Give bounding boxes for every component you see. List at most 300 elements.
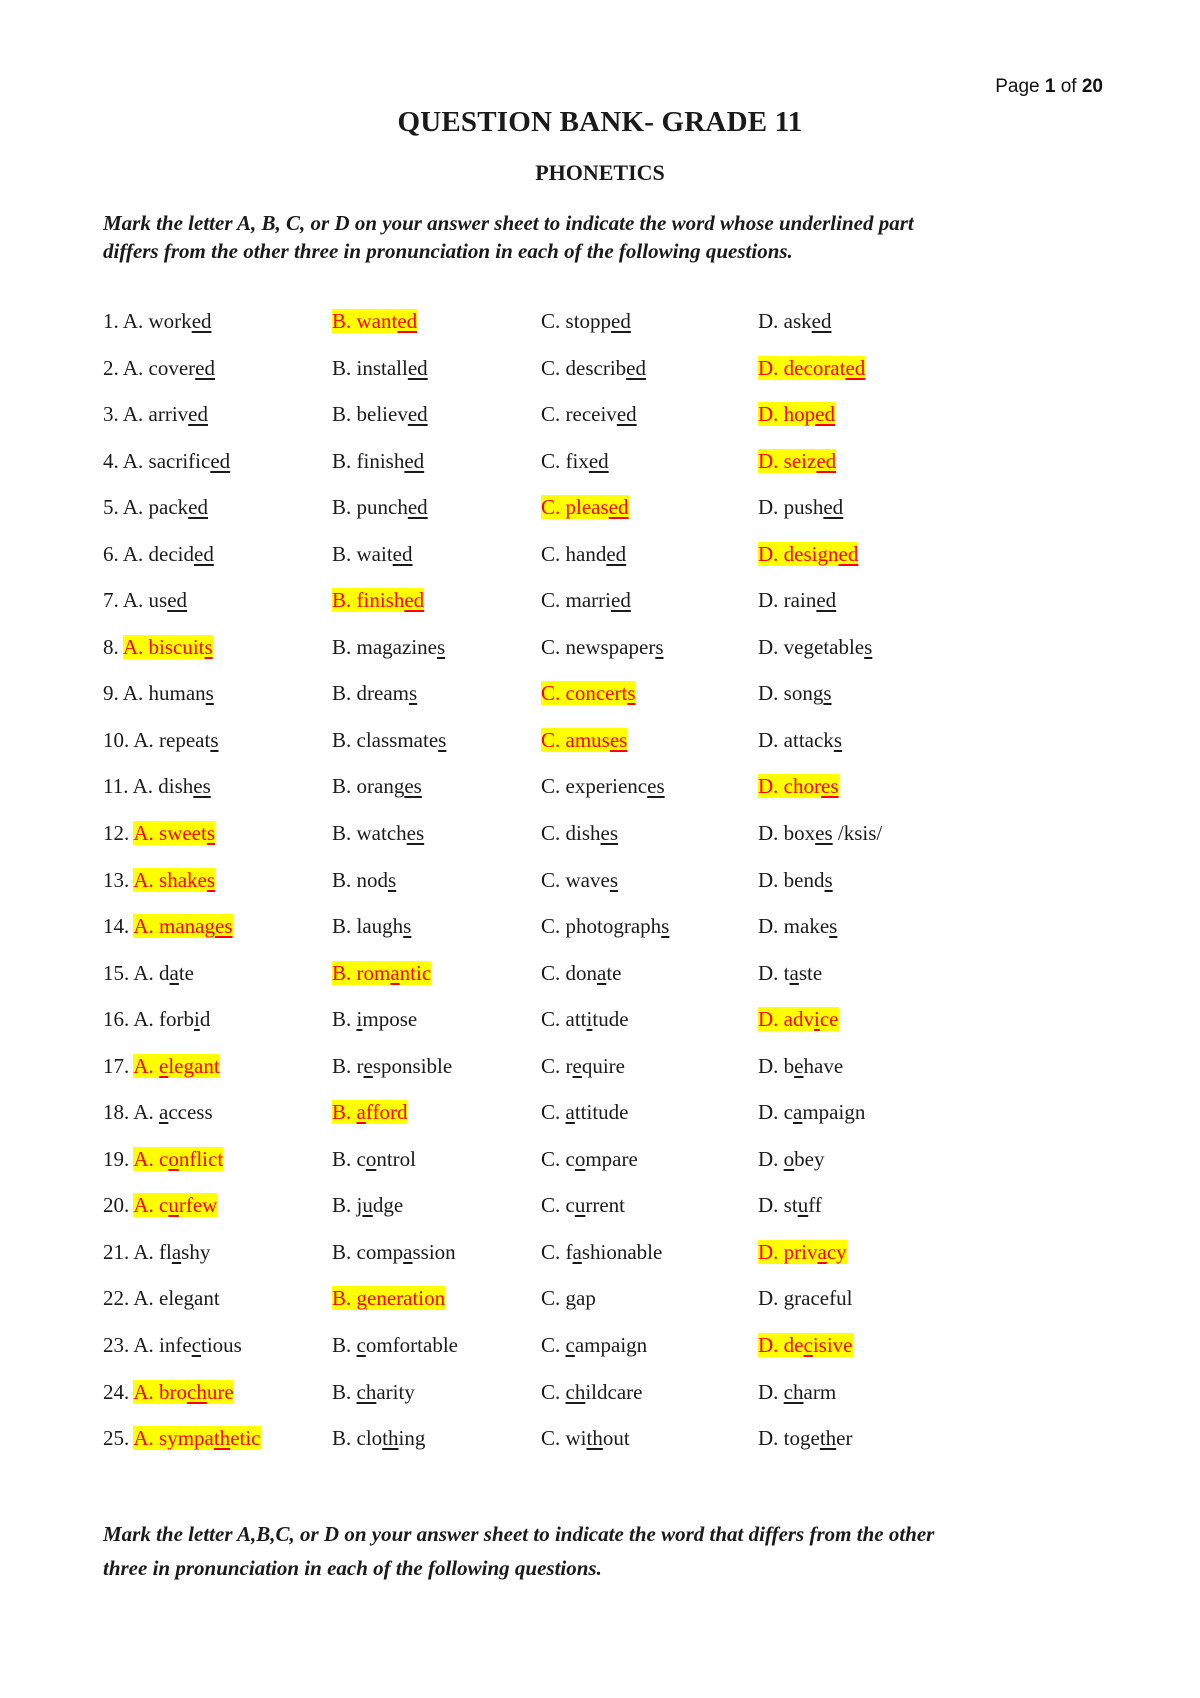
option-letter: B. <box>332 1146 352 1171</box>
option-b[interactable] <box>332 1051 452 1081</box>
option-text <box>123 542 214 566</box>
option-b[interactable] <box>332 1097 407 1127</box>
option-letter: C. <box>541 821 561 846</box>
option-c[interactable] <box>541 1423 630 1453</box>
underlined-part: o <box>574 1146 586 1171</box>
question-row <box>0 678 1200 725</box>
word-start: fl <box>159 1239 172 1264</box>
question-row <box>0 1330 1200 1377</box>
document-title: QUESTION BANK- GRADE 11 <box>397 106 803 138</box>
question-number: 3. <box>103 402 119 427</box>
underlined-part: es <box>609 727 628 752</box>
option-a[interactable] <box>103 1144 223 1174</box>
option-letter: C. <box>541 1007 561 1032</box>
option-letter: A. <box>122 309 144 333</box>
option-a[interactable] <box>103 771 211 801</box>
word-start: c <box>356 1146 366 1171</box>
option-c[interactable] <box>541 865 618 895</box>
word-start: wi <box>565 1426 587 1451</box>
option-letter: D. <box>758 1146 779 1171</box>
option-text <box>758 774 839 798</box>
underlined-part: g <box>783 1286 795 1311</box>
option-a[interactable] <box>103 1377 234 1407</box>
word-end: ce <box>819 1007 839 1032</box>
option-c[interactable] <box>541 1330 647 1360</box>
instruction-line: Mark the letter A, B, C, or D on your answer sheet to indicate the word whose underlined part <box>103 211 914 235</box>
option-b[interactable] <box>332 585 424 615</box>
option-letter: B. <box>332 1193 352 1218</box>
option-c[interactable] <box>541 958 622 988</box>
option-text <box>758 1147 825 1171</box>
option-c[interactable] <box>541 911 669 941</box>
option-text <box>541 635 664 659</box>
option-b[interactable] <box>332 865 396 895</box>
option-c[interactable] <box>541 539 626 569</box>
option-b[interactable] <box>332 353 428 383</box>
option-a[interactable] <box>103 446 230 476</box>
option-d[interactable] <box>758 771 839 801</box>
option-a[interactable] <box>103 818 215 848</box>
option-text <box>541 1240 662 1264</box>
option-text <box>123 309 212 333</box>
underlined-part: i <box>586 1007 593 1032</box>
word-start: sacrific <box>148 448 211 473</box>
option-text <box>123 681 214 705</box>
option-a[interactable] <box>103 911 233 941</box>
option-letter: A. <box>133 1053 154 1078</box>
option-text <box>133 961 194 985</box>
option-d[interactable] <box>758 585 836 615</box>
option-c[interactable] <box>541 492 629 522</box>
underlined-part: s <box>204 634 213 659</box>
word-start: f <box>565 1239 573 1264</box>
word-end: cy <box>826 1239 847 1264</box>
option-d[interactable] <box>758 1237 847 1267</box>
word-start: receiv <box>565 402 617 427</box>
question-number: 5. <box>103 495 119 520</box>
option-letter: B. <box>332 588 352 613</box>
option-b[interactable] <box>332 958 431 988</box>
word-start: ele <box>159 1286 184 1311</box>
word-end: mpare <box>585 1146 638 1171</box>
option-c[interactable] <box>541 1190 625 1220</box>
option-letter: D. <box>758 1333 779 1358</box>
option-text <box>758 542 858 566</box>
option-c[interactable] <box>541 1097 629 1127</box>
option-letter: C. <box>541 448 561 473</box>
option-letter: D. <box>758 634 779 659</box>
underlined-part: ed <box>404 588 425 613</box>
option-letter: A. <box>122 448 144 473</box>
option-c[interactable] <box>541 1377 642 1407</box>
underlined-part: s <box>205 681 214 706</box>
option-b[interactable] <box>332 632 445 662</box>
word-start: concert <box>565 681 628 706</box>
underlined-part: ed <box>611 588 631 613</box>
option-a[interactable] <box>103 632 213 662</box>
option-d[interactable] <box>758 306 832 336</box>
underlined-part: s <box>661 914 670 939</box>
option-letter: B. <box>332 448 352 473</box>
option-d[interactable] <box>758 1190 822 1220</box>
option-letter: D. <box>758 914 779 939</box>
instruction-underlined <box>103 209 1103 265</box>
option-text <box>758 449 836 473</box>
instruction-line: differs from the other three in pronunciation in each of the following questions. <box>103 239 793 263</box>
option-letter: D. <box>758 774 779 799</box>
option-d[interactable] <box>758 725 842 755</box>
option-letter: C. <box>541 634 561 659</box>
option-a[interactable] <box>103 1097 213 1127</box>
word-start: st <box>783 1193 798 1218</box>
option-d[interactable] <box>758 632 872 662</box>
option-d[interactable] <box>758 1423 853 1453</box>
underlined-part: ed <box>397 309 418 333</box>
option-a[interactable] <box>103 539 214 569</box>
option-text <box>758 868 833 892</box>
option-letter: A. <box>133 1239 154 1264</box>
word-start: wave <box>565 867 610 892</box>
option-d[interactable] <box>758 492 843 522</box>
option-a[interactable] <box>103 1330 242 1360</box>
option-text <box>541 914 669 938</box>
option-c[interactable] <box>541 585 631 615</box>
option-a[interactable] <box>103 1423 261 1453</box>
option-d[interactable] <box>758 1330 853 1360</box>
option-b[interactable] <box>332 1283 445 1313</box>
option-text <box>758 914 837 938</box>
underlined-part: th <box>382 1426 399 1451</box>
option-d[interactable] <box>758 446 836 476</box>
word-start: sweet <box>159 821 207 846</box>
option-text <box>332 1333 458 1357</box>
option-text <box>332 1240 456 1264</box>
option-a[interactable] <box>103 725 219 755</box>
word-start: wait <box>356 541 393 566</box>
word-start: manag <box>159 914 215 939</box>
option-c[interactable] <box>541 1144 638 1174</box>
option-c[interactable] <box>541 1237 662 1267</box>
option-d[interactable] <box>758 865 833 895</box>
option-letter: C. <box>541 402 561 427</box>
option-text <box>332 542 413 566</box>
word-start: infe <box>159 1333 192 1358</box>
question-number: 8. <box>103 634 119 659</box>
option-b[interactable] <box>332 771 422 801</box>
question-number: 6. <box>103 541 119 566</box>
option-letter: A. <box>133 867 154 892</box>
option-letter: C. <box>541 1426 561 1451</box>
option-a[interactable] <box>103 678 214 708</box>
option-letter: D. <box>758 681 779 706</box>
option-letter: B. <box>332 495 352 520</box>
option-b[interactable] <box>332 1190 403 1220</box>
underlined-part: s <box>409 681 418 706</box>
underlined-part: ed <box>823 495 844 520</box>
option-text <box>332 1147 416 1171</box>
question-number: 1. <box>103 309 119 333</box>
option-text <box>332 728 446 752</box>
word-start: orang <box>356 774 405 799</box>
option-letter: B. <box>332 1379 352 1404</box>
underlined-part: ch <box>356 1379 377 1404</box>
option-b[interactable] <box>332 1004 417 1034</box>
option-a[interactable] <box>103 306 212 336</box>
instruction-line: Mark the letter A,B,C, or D on your answer sheet to indicate the word that differs from the other <box>103 1522 935 1546</box>
word-start: ask <box>783 309 812 333</box>
option-letter: D. <box>758 309 779 333</box>
underlined-part: ed <box>188 402 208 427</box>
option-c[interactable] <box>541 1004 629 1034</box>
word-end: shy <box>181 1239 211 1264</box>
option-text <box>541 449 609 473</box>
option-c[interactable] <box>541 678 636 708</box>
word-start: finish <box>356 448 405 473</box>
option-a[interactable] <box>103 492 208 522</box>
question-row <box>0 1283 1200 1330</box>
option-b[interactable] <box>332 1377 415 1407</box>
option-a[interactable] <box>103 353 215 383</box>
option-d[interactable] <box>758 1283 852 1313</box>
option-text <box>758 588 836 612</box>
underlined-part: e <box>572 1053 582 1078</box>
word-end: ildcare <box>585 1379 643 1404</box>
option-d[interactable] <box>758 1004 839 1034</box>
underlined-part: ch <box>783 1379 804 1404</box>
option-b[interactable] <box>332 725 446 755</box>
option-text <box>133 914 232 938</box>
option-b[interactable] <box>332 446 424 476</box>
option-c[interactable] <box>541 771 665 801</box>
word-end: tious <box>201 1333 242 1358</box>
question-number: 13. <box>103 867 130 892</box>
word-start: magazine <box>356 634 437 659</box>
option-c[interactable] <box>541 632 664 662</box>
word-start: comp <box>356 1239 404 1264</box>
underlined-part: ch <box>565 1379 586 1404</box>
underlined-part: ed <box>407 495 428 520</box>
option-b[interactable] <box>332 492 428 522</box>
underlined-part: s <box>655 634 664 659</box>
option-letter: B. <box>332 727 352 752</box>
option-d[interactable] <box>758 678 832 708</box>
question-number: 17. <box>103 1053 130 1078</box>
underlined-part: a <box>565 1100 575 1125</box>
word-end: dge <box>372 1193 404 1218</box>
question-number: 22. <box>103 1286 130 1311</box>
option-a[interactable] <box>103 1283 220 1313</box>
underlined-part: th <box>819 1426 837 1451</box>
question-number: 16. <box>103 1007 130 1032</box>
word-start: decorat <box>783 355 846 380</box>
underlined-part: ed <box>811 309 832 333</box>
word-start: watch <box>356 821 407 846</box>
word-end: er <box>836 1426 853 1451</box>
option-c[interactable] <box>541 725 627 755</box>
underlined-part: e <box>794 1053 804 1078</box>
page-of: of <box>1060 76 1077 97</box>
underlined-part: s <box>824 867 833 892</box>
option-letter: A. <box>133 1426 154 1451</box>
option-text <box>541 356 646 380</box>
option-a[interactable] <box>103 1237 210 1267</box>
question-row <box>0 1237 1200 1284</box>
option-text <box>758 1333 853 1357</box>
option-d[interactable] <box>758 911 837 941</box>
option-a[interactable] <box>103 399 208 429</box>
word-start: hop <box>783 402 816 427</box>
option-letter: D. <box>758 1286 779 1311</box>
option-d[interactable] <box>758 1377 836 1407</box>
option-d[interactable] <box>758 1144 825 1174</box>
word-start: describ <box>565 355 627 380</box>
option-b[interactable] <box>332 1423 425 1453</box>
option-b[interactable] <box>332 306 417 336</box>
word-start: us <box>148 588 168 613</box>
option-text <box>758 356 865 380</box>
option-text <box>541 402 637 426</box>
underlined-part: ed <box>167 588 188 613</box>
question-row <box>0 399 1200 446</box>
question-row <box>0 585 1200 632</box>
word-end: /ksis/ <box>832 821 883 846</box>
underlined-part: ed <box>616 402 637 427</box>
option-letter: C. <box>541 1239 561 1264</box>
option-letter: D. <box>758 727 779 752</box>
underlined-part: a <box>390 960 400 985</box>
word-start: c <box>783 1100 793 1125</box>
question-number: 9. <box>103 681 119 706</box>
option-b[interactable] <box>332 1144 416 1174</box>
underlined-part: a <box>572 1239 582 1264</box>
question-row <box>0 1377 1200 1424</box>
question-number: 15. <box>103 960 130 985</box>
option-letter: D. <box>758 960 779 985</box>
underlined-part: ed <box>407 355 428 380</box>
option-d[interactable] <box>758 353 865 383</box>
option-b[interactable] <box>332 911 411 941</box>
option-a[interactable] <box>103 1190 217 1220</box>
option-letter: C. <box>541 309 561 333</box>
word-start: decid <box>148 541 194 566</box>
underlined-part: i <box>194 1007 200 1032</box>
option-letter: B. <box>332 960 352 985</box>
word-start: pack <box>148 495 189 520</box>
option-text <box>123 402 208 426</box>
question-row <box>0 492 1200 539</box>
option-text <box>123 356 215 380</box>
option-letter: C. <box>541 588 561 613</box>
option-c[interactable] <box>541 353 646 383</box>
underlined-part: ed <box>191 309 212 333</box>
underlined-part: c <box>356 1333 366 1358</box>
option-d[interactable] <box>758 399 835 429</box>
option-letter: A. <box>132 774 153 799</box>
option-a[interactable] <box>103 865 215 895</box>
option-letter: C. <box>541 1286 561 1311</box>
option-letter: B. <box>332 355 352 380</box>
option-c[interactable] <box>541 1283 596 1313</box>
option-c[interactable] <box>541 1051 625 1081</box>
question-row <box>0 306 1200 353</box>
option-b[interactable] <box>332 399 428 429</box>
option-b[interactable] <box>332 678 417 708</box>
option-text <box>133 1100 212 1124</box>
underlined-part: es <box>821 774 839 799</box>
option-text <box>541 542 626 566</box>
option-letter: D. <box>758 495 779 520</box>
word-start: pleas <box>565 495 609 520</box>
option-c[interactable] <box>541 818 618 848</box>
word-start: laugh <box>356 914 404 939</box>
option-c[interactable] <box>541 306 631 336</box>
option-c[interactable] <box>541 399 637 429</box>
option-text <box>123 449 230 473</box>
option-letter: D. <box>758 355 779 380</box>
underlined-part: ed <box>194 541 214 566</box>
option-d[interactable] <box>758 539 858 569</box>
option-b[interactable] <box>332 1330 458 1360</box>
word-start: r <box>565 1053 573 1078</box>
option-d[interactable] <box>758 958 822 988</box>
option-text <box>541 821 618 845</box>
word-start: nod <box>356 867 389 892</box>
option-text <box>133 1426 260 1450</box>
word-start: t <box>783 960 790 985</box>
option-text <box>541 588 631 612</box>
question-row <box>0 1051 1200 1098</box>
option-letter: D. <box>758 588 779 613</box>
underlined-part: o <box>168 1146 179 1171</box>
option-letter: B. <box>332 1286 352 1311</box>
option-b[interactable] <box>332 818 424 848</box>
underlined-part: ed <box>815 402 835 427</box>
option-a[interactable] <box>103 1051 220 1081</box>
option-letter: A. <box>133 914 154 939</box>
word-end: mpose <box>362 1007 418 1032</box>
underlined-part: e <box>363 1053 373 1078</box>
option-d[interactable] <box>758 1097 865 1127</box>
option-text <box>541 1054 625 1078</box>
section-heading: PHONETICS <box>535 160 665 185</box>
option-letter: D. <box>758 1053 779 1078</box>
option-text <box>541 868 618 892</box>
option-text <box>133 1333 242 1357</box>
option-text <box>758 1240 847 1264</box>
option-d[interactable] <box>758 818 882 848</box>
option-a[interactable] <box>103 958 194 988</box>
option-text <box>332 402 428 426</box>
option-a[interactable] <box>103 1004 210 1034</box>
option-a[interactable] <box>103 585 187 615</box>
option-letter: B. <box>332 309 352 333</box>
word-start: j <box>356 1193 363 1218</box>
option-b[interactable] <box>332 539 413 569</box>
option-d[interactable] <box>758 1051 843 1081</box>
option-b[interactable] <box>332 1237 456 1267</box>
question-row <box>0 1190 1200 1237</box>
underlined-part: g <box>356 1286 368 1311</box>
word-start: work <box>148 309 192 333</box>
option-text <box>123 635 213 659</box>
word-start: rain <box>783 588 817 613</box>
option-letter: D. <box>758 821 779 846</box>
underlined-part: es <box>404 774 422 799</box>
word-end: out <box>602 1426 630 1451</box>
option-letter: B. <box>332 541 352 566</box>
underlined-part: a <box>597 960 607 985</box>
option-c[interactable] <box>541 446 609 476</box>
